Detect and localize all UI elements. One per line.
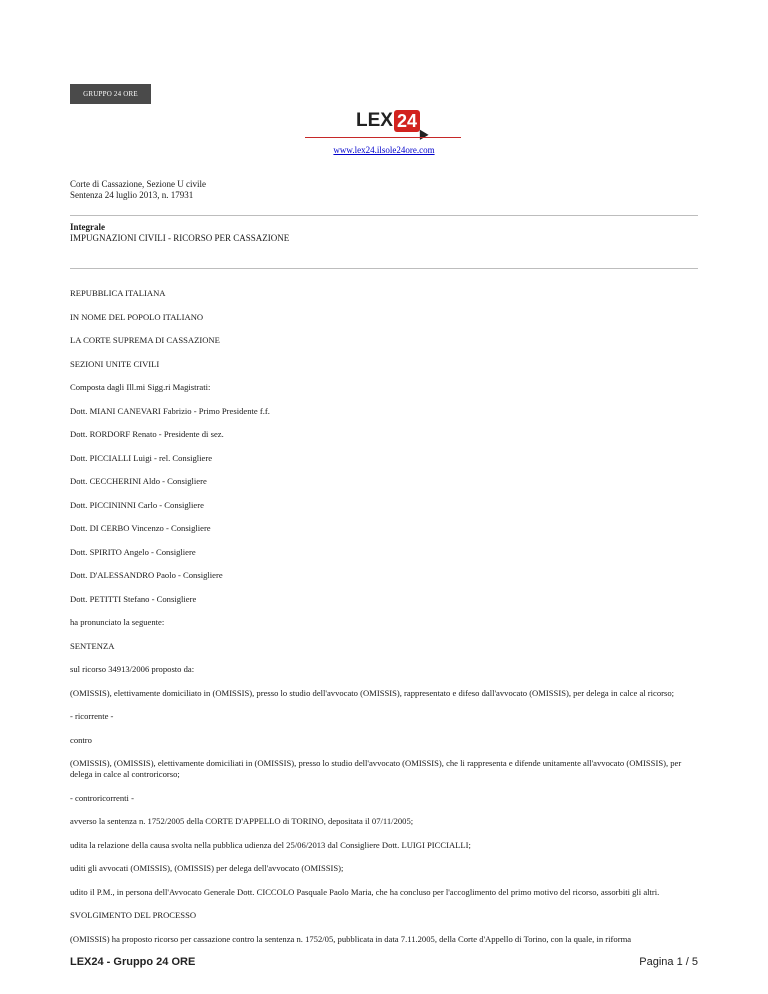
sentence-reference: Sentenza 24 luglio 2013, n. 17931 — [70, 190, 194, 200]
document-subject: IMPUGNAZIONI CIVILI - RICORSO PER CASSAZIONE — [70, 233, 290, 243]
paragraph: LA CORTE SUPREMA DI CASSAZIONE — [70, 335, 220, 345]
paragraph: Dott. PICCIALLI Luigi - rel. Consigliere — [70, 452, 213, 463]
paragraph: Composta dagli Ill.mi Sigg.ri Magistrati: — [70, 382, 211, 392]
lex-logo-text: LEX — [356, 110, 393, 131]
paragraph: SEZIONI UNITE CIVILI — [70, 358, 160, 369]
page-footer — [70, 956, 698, 968]
paragraph: Dott. PICCININNI Carlo - Consigliere — [70, 499, 204, 510]
divider — [70, 268, 698, 269]
paragraph: (OMISSIS), elettivamente domiciliato in (OMISSIS), presso lo studio dell'avvocato (OMISSIS), rappresentato e difeso dall'avvocato (OMISSIS), per delega in calce al ricorso; — [70, 687, 675, 698]
paragraph: (OMISSIS) ha proposto ricorso per cassazione contro la sentenza n. 1752/05, pubblicata in data 7.11.2005, della Corte d'Appello di Torino, con la quale, in riforma — [70, 933, 632, 944]
gruppo-24-ore-logo — [70, 84, 151, 104]
document-type-label: Integrale — [70, 222, 105, 232]
paragraph: - ricorrente - — [70, 711, 114, 721]
paragraph: Dott. PETITTI Stefano - Consigliere — [70, 593, 197, 604]
document-header — [70, 179, 206, 201]
document-classification — [70, 222, 289, 244]
page-number: Pagina 1 / 5 — [639, 956, 698, 968]
paragraph: Dott. MIANI CANEVARI Fabrizio - Primo Presidente f.f. — [70, 405, 270, 416]
paragraph: sul ricorso 34913/2006 proposto da: — [70, 664, 195, 674]
paragraph: Dott. RORDORF Renato - Presidente di sez. — [70, 429, 224, 439]
court-name: Corte di Cassazione, Sezione U civile — [70, 179, 206, 189]
paragraph: udita la relazione della causa svolta nella pubblica udienza del 25/06/2013 dal Consigliere Dott. LUIGI PICCIALLI; — [70, 839, 471, 850]
paragraph: Dott. DI CERBO Vincenzo - Consigliere — [70, 523, 211, 533]
paragraph: - controricorrenti - — [70, 792, 134, 803]
document-body — [70, 288, 698, 957]
paragraph: SVOLGIMENTO DEL PROCESSO — [70, 910, 197, 920]
paragraph: uditi gli avvocati (OMISSIS), (OMISSIS) per delega dell'avvocato (OMISSIS); — [70, 863, 344, 873]
paragraph: IN NOME DEL POPOLO ITALIANO — [70, 311, 204, 322]
paragraph: udito il P.M., in persona dell'Avvocato Generale Dott. CICCOLO Pasquale Paolo Maria, che ha concluso per l'accoglimento del primo motivo del ricorso, assorbiti gli altri. — [70, 886, 660, 897]
site-url-link[interactable]: www.lex24.ilsole24ore.com — [333, 145, 435, 155]
paragraph: REPUBBLICA ITALIANA — [70, 288, 166, 298]
paragraph: avverso la sentenza n. 1752/2005 della CORTE D'APPELLO di TORINO, depositata il 07/11/2005; — [70, 816, 414, 826]
logo-divider — [305, 137, 461, 138]
divider — [70, 215, 698, 216]
footer-publisher: LEX24 - Gruppo 24 ORE — [70, 956, 196, 968]
paragraph: Dott. D'ALESSANDRO Paolo - Consigliere — [70, 570, 223, 580]
paragraph: ha pronunciato la seguente: — [70, 617, 165, 627]
paragraph: contro — [70, 734, 92, 745]
paragraph: Dott. SPIRITO Angelo - Consigliere — [70, 546, 196, 557]
gruppo-logo-text: GRUPPO 24 ORE — [83, 90, 138, 98]
paragraph: Dott. CECCHERINI Aldo - Consigliere — [70, 476, 207, 486]
paragraph: (OMISSIS), (OMISSIS), elettivamente domiciliati in (OMISSIS), presso lo studio dell'avvocato (OMISSIS), che li rappresenta e difende unitamente all'avvocato (OMISSIS), per delega in calce al controricorso; — [70, 758, 682, 779]
lex-logo-badge: 24 — [394, 110, 420, 132]
paragraph: SENTENZA — [70, 640, 115, 651]
lex24-logo — [356, 109, 420, 133]
